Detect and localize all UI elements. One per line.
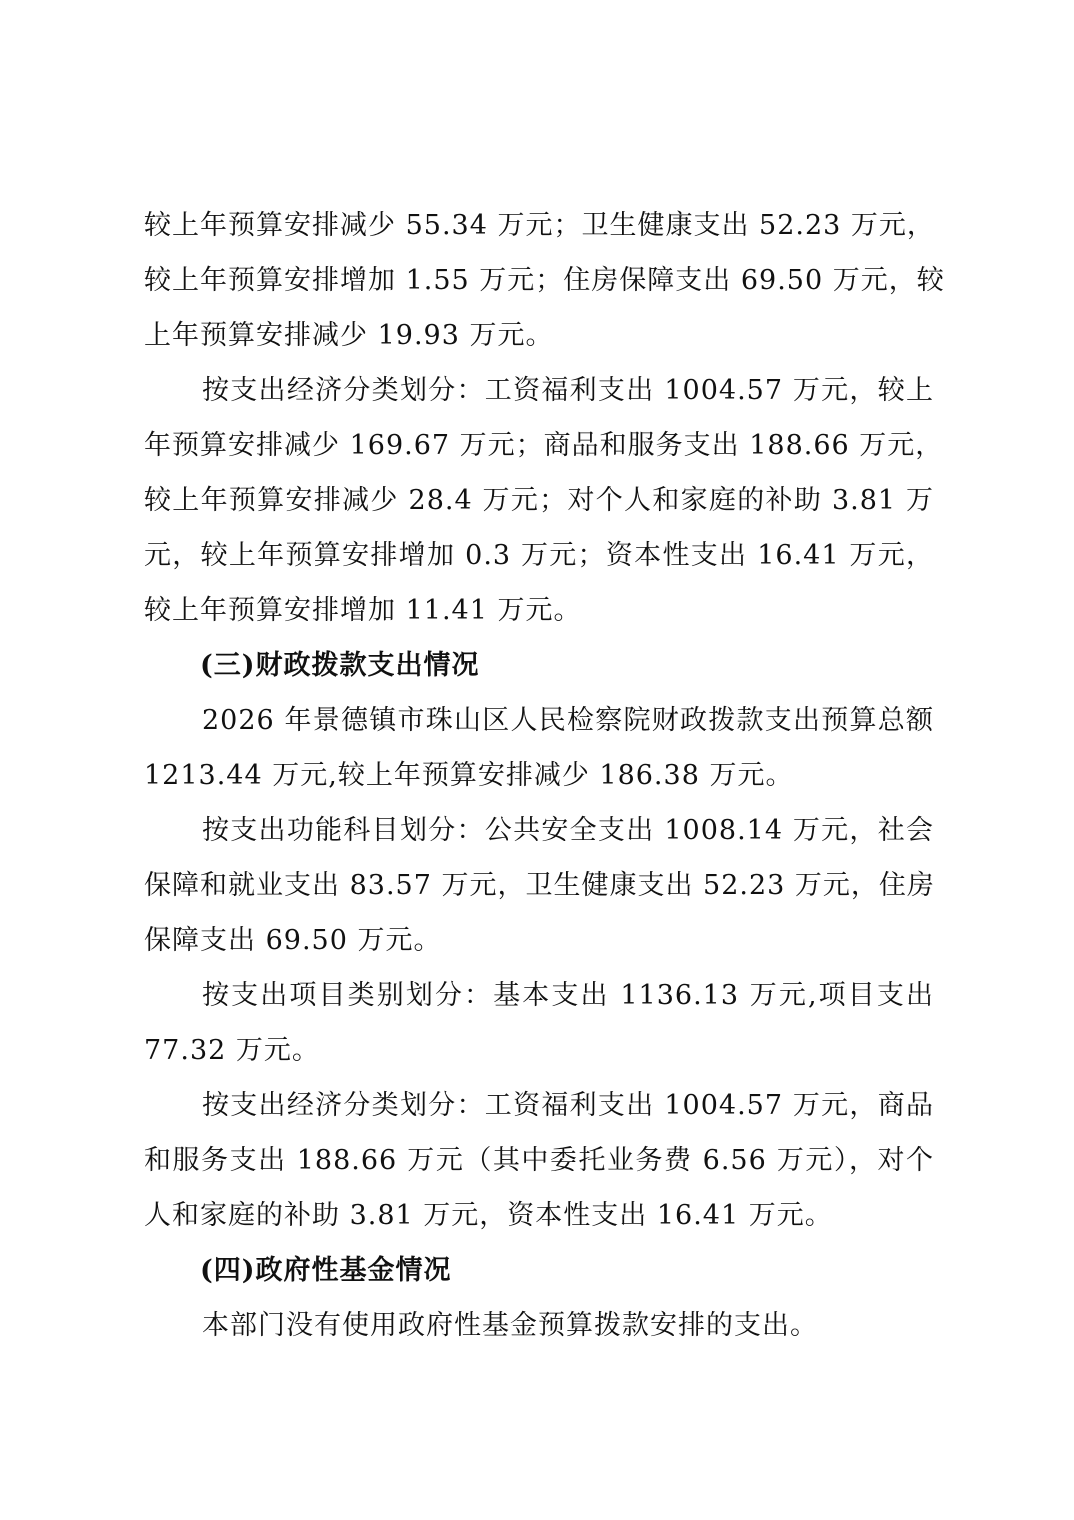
text-line: 年预算安排减少 169.67 万元；商品和服务支出 188.66 万元，	[144, 430, 944, 461]
text-line: 人和家庭的补助 3.81 万元，资本性支出 16.41 万元。	[144, 1200, 833, 1231]
text-line: 2026 年景德镇市珠山区人民检察院财政拨款支出预算总额	[202, 705, 934, 736]
paragraph-fiscal-total	[144, 693, 934, 803]
text-line: 1213.44 万元,较上年预算安排减少 186.38 万元。	[144, 760, 794, 791]
paragraph-economic-classification	[144, 363, 944, 638]
heading-government-fund	[144, 1243, 934, 1298]
text-line: 本部门没有使用政府性基金预算拨款安排的支出。	[202, 1310, 818, 1341]
text-line: 和服务支出 188.66 万元（其中委托业务费 6.56 万元），对个	[144, 1145, 934, 1176]
document-page	[144, 198, 945, 1353]
paragraph-fiscal-project	[144, 968, 934, 1078]
text-line: 较上年预算安排增加 1.55 万元；住房保障支出 69.50 万元，较	[144, 265, 945, 296]
section-heading: (四)政府性基金情况	[200, 1255, 452, 1286]
section-heading: (三)财政拨款支出情况	[200, 650, 480, 681]
text-line: 按支出项目类别划分：基本支出 1136.13 万元,项目支出	[202, 980, 934, 1011]
paragraph-functional-continued	[144, 198, 945, 363]
text-line: 较上年预算安排减少 28.4 万元；对个人和家庭的补助 3.81 万	[144, 485, 934, 516]
paragraph-fiscal-functional	[144, 803, 934, 968]
text-line: 元，较上年预算安排增加 0.3 万元；资本性支出 16.41 万元，	[144, 540, 934, 571]
text-line: 保障支出 69.50 万元。	[144, 925, 442, 956]
text-line: 按支出经济分类划分：工资福利支出 1004.57 万元，商品	[202, 1090, 934, 1121]
text-line: 较上年预算安排增加 11.41 万元。	[144, 595, 582, 626]
text-line: 上年预算安排减少 19.93 万元。	[144, 320, 554, 351]
text-line: 77.32 万元。	[144, 1035, 320, 1066]
paragraph-fiscal-economic	[144, 1078, 934, 1243]
text-line: 按支出功能科目划分：公共安全支出 1008.14 万元，社会	[202, 815, 934, 846]
paragraph-government-fund	[144, 1298, 934, 1353]
text-line: 较上年预算安排减少 55.34 万元；卫生健康支出 52.23 万元，	[144, 210, 935, 241]
text-line: 按支出经济分类划分：工资福利支出 1004.57 万元，较上	[202, 375, 934, 406]
text-line: 保障和就业支出 83.57 万元，卫生健康支出 52.23 万元，住房	[144, 870, 935, 901]
heading-fiscal-appropriation	[144, 638, 934, 693]
